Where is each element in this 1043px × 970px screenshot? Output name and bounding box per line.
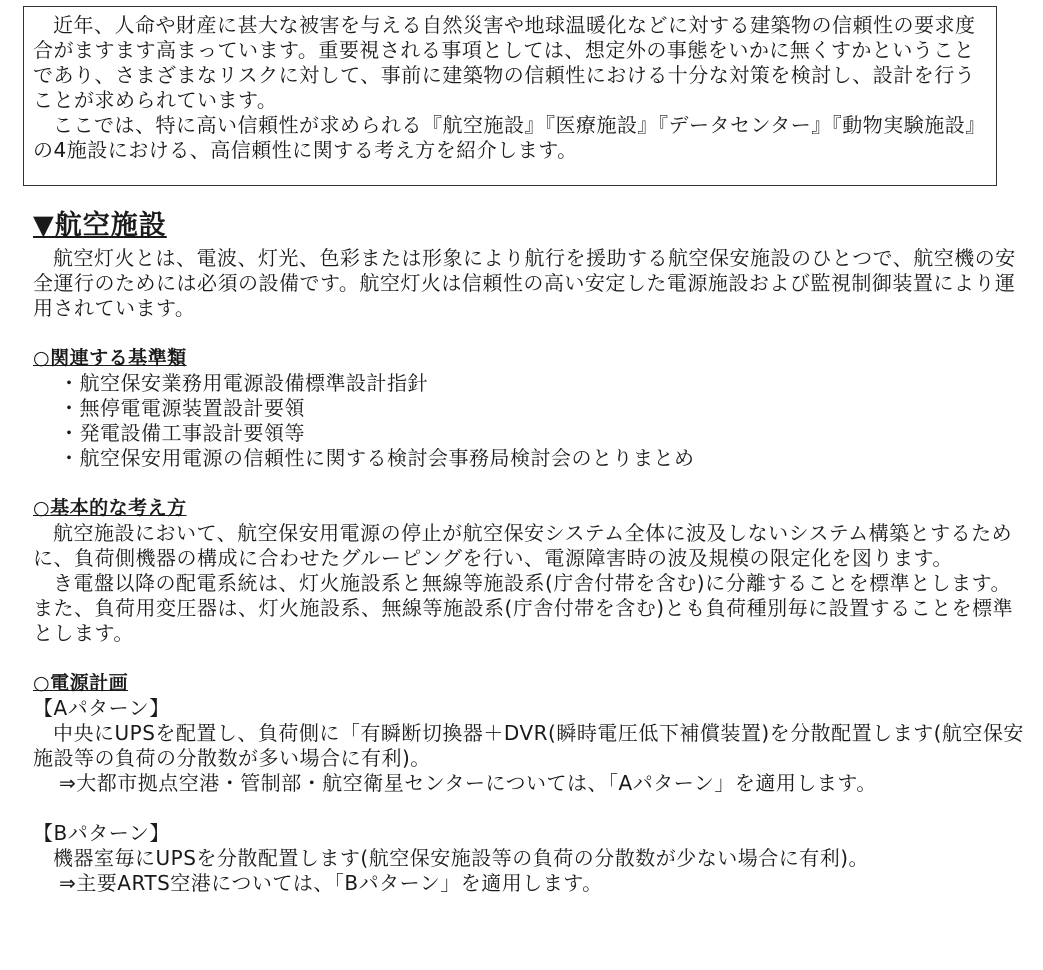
pattern-b-application: ⇒主要ARTS空港については、「Bパターン」を適用します。 [59, 871, 603, 895]
intro-box [23, 6, 997, 186]
intro-paragraph-2: ここでは、特に高い信頼性が求められる『航空施設』『医療施設』『データセンター』『動物実験施設』の4施設における、高信頼性に関する考え方を紹介します。 [33, 113, 986, 162]
list-item: ・航空保安業務用電源設備標準設計指針 [59, 371, 428, 395]
intro-paragraph-1: 近年、人命や財産に甚大な被害を与える自然災害や地球温暖化などに対する建築物の信頼性の要求度合がますます高まっています。重要視される事項としては、想定外の事態をいかに無くすかということであり、さまざまなリスクに対して、事前に建築物の信頼性における十分な対策を検討し、設計を行うことが求められています。 [33, 13, 976, 112]
spacer [33, 646, 1028, 671]
approach-paragraph-1: 航空施設において、航空保安用電源の停止が航空保安システム全体に波及しないシステム構築とするために、負荷側機器の構成に合わせたグルーピングを行い、電源障害時の波及規模の限定化を図ります。 [33, 521, 1013, 570]
spacer [33, 321, 1028, 346]
standards-list [33, 371, 1028, 471]
list-item: ・発電設備工事設計要領等 [59, 421, 305, 445]
section-heading-aviation: ▼航空施設 [33, 210, 167, 241]
pattern-b-title: 【Bパターン】 [33, 821, 170, 845]
standards-heading: ○関連する基準類 [33, 347, 187, 369]
list-item: ・無停電電源装置設計要領 [59, 396, 305, 420]
spacer [33, 471, 1028, 496]
approach-paragraph-2: き電盤以降の配電系統は、灯火施設系と無線等施設系(庁舎付帯を含む)に分離することを標準とします。また、負荷用変圧器は、灯火施設系、無線等施設系(庁舎付帯を含む)とも負荷種別毎に設置することを標準とします。 [33, 571, 1014, 645]
list-item: ・航空保安用電源の信頼性に関する検討会事務局検討会のとりまとめ [59, 446, 695, 470]
pattern-a-application: ⇒大都市拠点空港・管制部・航空衛星センターについては、「Aパターン」を適用します。 [59, 771, 877, 795]
power-plan-heading: ○電源計画 [33, 672, 129, 694]
pattern-a-description: 中央にUPSを配置し、負荷側に「有瞬断切換器＋DVR(瞬時電圧低下補償装置)を分散配置します(航空保安施設等の負荷の分散数が多い場合に有利)。 [33, 721, 1024, 770]
pattern-b-description: 機器室毎にUPSを分散配置します(航空保安施設等の負荷の分散数が少ない場合に有利)。 [53, 846, 869, 870]
aviation-description: 航空灯火とは、電波、灯光、色彩または形象により航行を援助する航空保安施設のひとつで、航空機の安全運行のためには必須の設備です。航空灯火は信頼性の高い安定した電源施設および監視制御装置により運用されています。 [33, 246, 1016, 320]
aviation-section [33, 208, 1028, 896]
approach-heading: ○基本的な考え方 [33, 497, 187, 519]
pattern-a-title: 【Aパターン】 [33, 696, 170, 720]
spacer [33, 796, 1028, 821]
